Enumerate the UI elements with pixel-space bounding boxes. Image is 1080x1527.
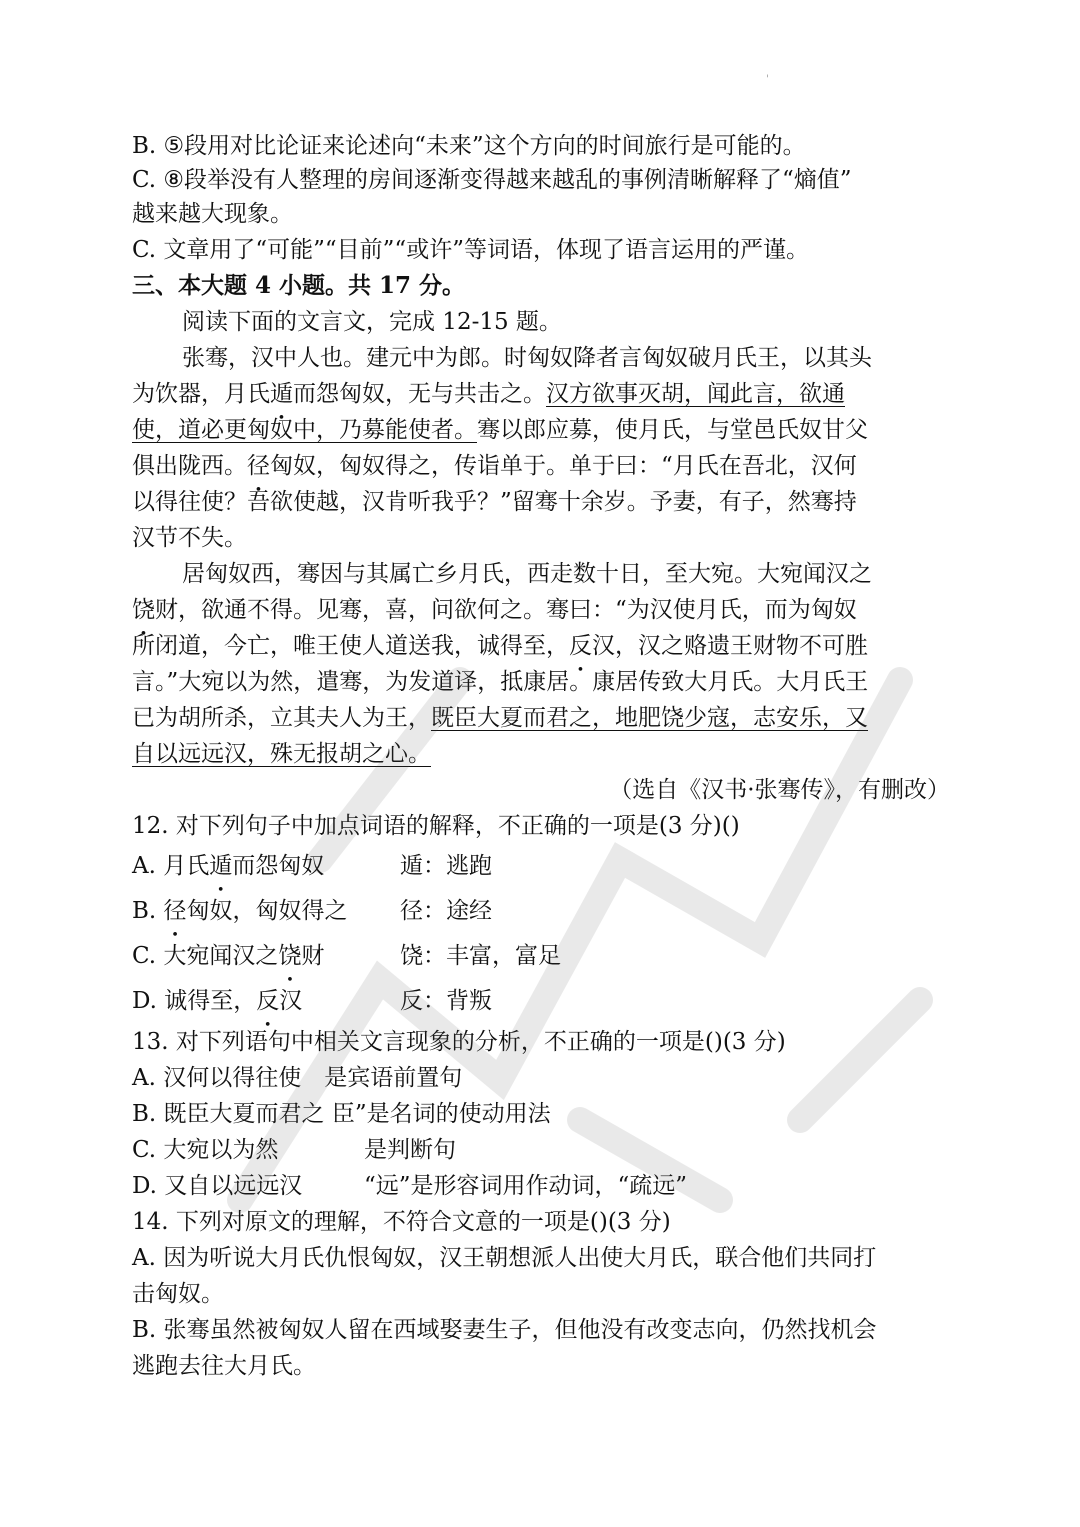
passage-line	[132, 700, 950, 736]
prev-option-c-line2: 越来越大现象。	[132, 201, 293, 227]
text: D. 诚得至，	[132, 988, 257, 1014]
text: A. 月氏	[132, 853, 210, 879]
dotted-word: 饶	[132, 597, 155, 623]
question-12-option-a	[132, 844, 950, 889]
question-14-option-a-line1: A. 因为听说大月氏仇恨匈奴，汉王朝想派人出使大月氏，联合他们共同打	[132, 1245, 877, 1271]
dotted-word: 反	[256, 988, 280, 1014]
dotted-word: 遁	[209, 853, 233, 879]
text: 财	[301, 943, 325, 969]
text: C. 大宛以为然	[132, 1137, 279, 1163]
explanation: 径：途经	[400, 898, 492, 924]
passage-line: 张骞，汉中人也。建元中为郎。时匈奴降者言匈奴破月氏王，以其头	[182, 345, 872, 371]
text: 已为胡所杀，立其夫人为王，	[132, 705, 431, 731]
prev-option-c-line1: C. ⑧段举没有人整理的房间逐渐变得越来越乱的事例清晰解释了“熵值”	[132, 167, 852, 193]
passage-line	[132, 376, 950, 412]
dotted-word: 饶	[278, 943, 302, 969]
dotted-word: 径	[247, 453, 270, 479]
text: 俱出陇西。	[132, 453, 247, 479]
question-12-option-b	[132, 889, 950, 934]
text: 骞以郎应募，使月氏，与堂邑氏奴甘父	[477, 417, 868, 443]
question-13-option-c	[132, 1132, 950, 1168]
prev-option-b: B. ⑤段用对比论证来论述向“未来”这个方向的时间旅行是可能的。	[132, 133, 806, 159]
analysis: 是判断句	[364, 1137, 456, 1163]
text: 匈奴，匈奴得之，传诣单于。单于曰：“月氏在吾北，汉何	[270, 453, 857, 479]
explanation: 反：背叛	[400, 988, 492, 1014]
explanation: 饶：丰富，富足	[400, 943, 561, 969]
question-12-stem: 12. 对下列句子中加点词语的解释，不正确的一项是(3 分)()	[132, 813, 740, 839]
source-citation: （选自《汉书·张骞传》，有删改）	[609, 777, 950, 803]
passage-line: 以得往使？吾欲使越，汉肯听我乎？”留骞十余岁。予妻，有子，然骞持	[132, 489, 857, 515]
passage-line	[132, 628, 950, 664]
prev-option-c2: C. 文章用了“可能”“目前”“或许”等词语，体现了语言运用的严谨。	[132, 237, 809, 263]
underlined-sentence: 汉方欲事灭胡，闻此言，欲通	[546, 381, 845, 407]
underlined-sentence: 使，道必更匈奴中，乃募能使者。	[132, 417, 477, 443]
exam-page	[132, 128, 950, 1384]
question-12-option-c	[132, 934, 950, 979]
text: D. 又自以远远汉	[132, 1173, 303, 1199]
underlined-sentence: 自以远远汉，殊无报胡之心。	[132, 741, 431, 767]
text: C. 大宛闻汉之	[132, 943, 279, 969]
passage-line	[132, 412, 950, 448]
passage-line: 汉节不失。	[132, 525, 247, 551]
text: 汉，汉之赂遗王财物不可胜	[592, 633, 868, 659]
passage-line: 言。”大宛以为然，遣骞，为发道译，抵康居。康居传致大月氏。大月氏王	[132, 669, 869, 695]
text: B.	[132, 898, 164, 924]
question-14-option-a-line2: 击匈奴。	[132, 1281, 224, 1307]
passage-line	[132, 448, 950, 484]
section-heading: 三、本大题 4 小题。共 17 分。	[132, 272, 466, 299]
question-14-option-b-line1: B. 张骞虽然被匈奴人留在西域娶妻生子，但他没有改变志向，仍然找机会	[132, 1317, 877, 1343]
question-14-option-b-line2: 逃跑去往大月氏。	[132, 1353, 316, 1379]
text: 为饮器，月氏	[132, 381, 270, 407]
question-12-option-d	[132, 979, 950, 1024]
page-mark: '	[766, 74, 769, 85]
question-13-stem: 13. 对下列语句中相关文言现象的分析，不正确的一项是()(3 分)	[132, 1029, 786, 1055]
text: 汉	[279, 988, 303, 1014]
text: 而怨匈奴	[232, 853, 325, 879]
passage-line: 居匈奴西，骞因与其属亡乡月氏，西走数十日，至大宛。大宛闻汉之	[182, 561, 872, 587]
underlined-sentence: 既臣大夏而君之，地肥饶少寇，志安乐，又	[431, 705, 868, 731]
question-13-option-d	[132, 1168, 950, 1204]
question-14-stem: 14. 下列对原文的理解，不符合文意的一项是()(3 分)	[132, 1209, 671, 1235]
dotted-word: 反	[569, 633, 592, 659]
text: 财，欲通不得。见骞，喜，问欲何之。骞曰：“为汉使月氏，而为匈奴	[155, 597, 857, 623]
text: 而怨匈奴，无与共击之。	[293, 381, 546, 407]
instruction: 阅读下面的文言文，完成 12-15 题。	[182, 309, 562, 335]
passage-line	[132, 736, 950, 772]
dotted-word: 遁	[270, 381, 293, 407]
text: 所闭道，今亡，唯王使人道送我，诚得至，	[132, 633, 569, 659]
question-13-option-a: A. 汉何以得往使 是宾语前置句	[132, 1065, 463, 1091]
question-13-option-b: B. 既臣大夏而君之 臣”是名词的使动用法	[132, 1101, 551, 1127]
analysis: “远”是形容词用作动词，“疏远”	[364, 1173, 688, 1199]
dotted-word: 径	[163, 898, 187, 924]
text: 匈奴，匈奴得之	[186, 898, 348, 924]
passage-line	[132, 592, 950, 628]
explanation: 遁：逃跑	[400, 853, 492, 879]
